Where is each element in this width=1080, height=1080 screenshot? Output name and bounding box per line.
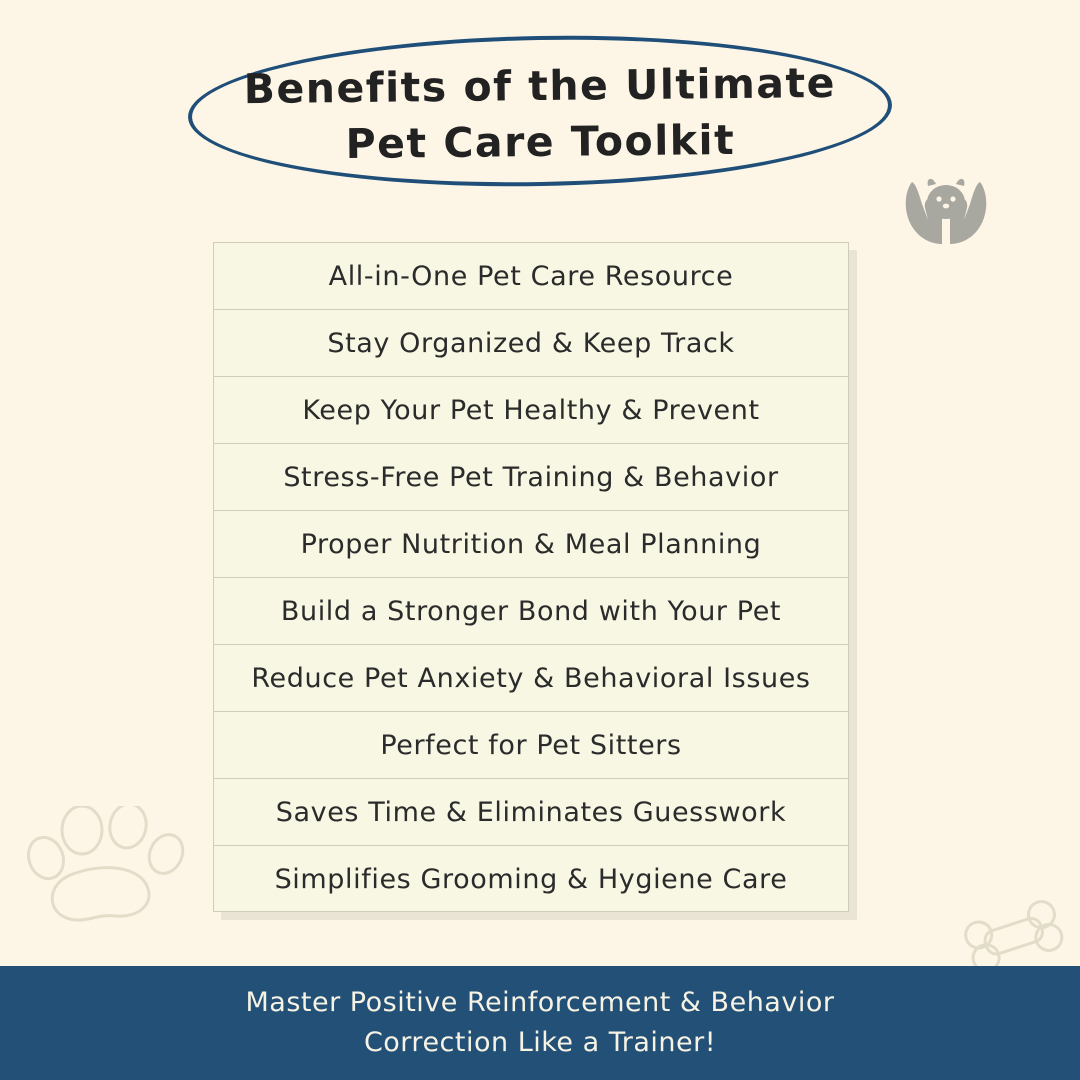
benefit-label: Reduce Pet Anxiety & Behavioral Issues xyxy=(251,662,811,694)
benefit-label: Stay Organized & Keep Track xyxy=(327,327,735,359)
list-item[interactable] xyxy=(214,243,848,310)
title-line-2: Pet Care Toolkit xyxy=(345,115,736,169)
benefit-label: Saves Time & Eliminates Guesswork xyxy=(275,796,787,828)
list-item[interactable] xyxy=(214,846,848,913)
benefit-label: Perfect for Pet Sitters xyxy=(380,729,682,761)
benefit-label: Proper Nutrition & Meal Planning xyxy=(300,528,762,560)
benefit-label: Stress-Free Pet Training & Behavior xyxy=(283,461,779,493)
list-item[interactable] xyxy=(214,377,848,444)
benefit-label: Build a Stronger Bond with Your Pet xyxy=(280,595,782,627)
footer-line-2: Correction Like a Trainer! xyxy=(363,1027,717,1058)
benefits-list xyxy=(213,242,849,912)
footer-line-1: Master Positive Reinforcement & Behavior xyxy=(245,987,835,1018)
benefit-label: All-in-One Pet Care Resource xyxy=(328,260,734,292)
list-item[interactable] xyxy=(214,645,848,712)
list-item[interactable] xyxy=(214,444,848,511)
list-item[interactable] xyxy=(214,511,848,578)
benefit-label: Simplifies Grooming & Hygiene Care xyxy=(274,864,788,895)
paw-print-icon xyxy=(20,806,200,931)
hands-holding-pet-icon xyxy=(898,172,994,253)
benefit-label: Keep Your Pet Healthy & Prevent xyxy=(302,394,760,426)
list-item[interactable] xyxy=(214,310,848,377)
list-item[interactable] xyxy=(214,578,848,645)
list-item[interactable] xyxy=(214,779,848,846)
page-title xyxy=(0,34,1080,194)
title-line-1: Benefits of the Ultimate xyxy=(243,58,837,114)
footer-banner xyxy=(0,966,1080,1080)
list-item[interactable] xyxy=(214,712,848,779)
